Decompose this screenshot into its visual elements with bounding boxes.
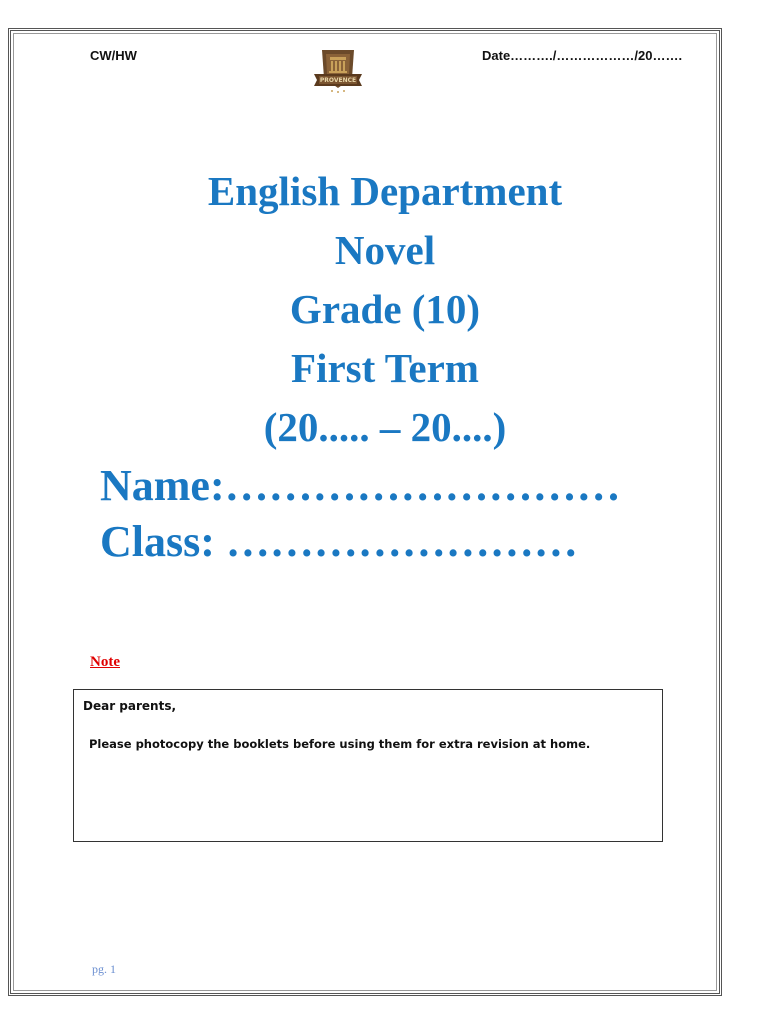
- title-grade: Grade (10): [289, 286, 481, 332]
- note-greeting: Dear parents,: [83, 699, 177, 713]
- cover-title: [0, 162, 768, 457]
- title-department: English Department: [207, 168, 563, 214]
- school-logo-icon: [312, 48, 364, 96]
- note-body: Please photocopy the booklets before using them for extra revision at home.: [89, 737, 591, 751]
- note-heading: Note: [90, 654, 120, 670]
- note-box: [73, 689, 663, 842]
- title-subject: Novel: [334, 227, 436, 273]
- page-number: pg. 1: [92, 962, 116, 976]
- date-field-label: Date………./………………/20…….: [482, 48, 683, 63]
- class-field: Class: ……………………: [100, 517, 578, 566]
- title-term: First Term: [291, 345, 479, 391]
- title-year: (20..... – 20....): [263, 404, 507, 450]
- logo-text: PROVENCE: [319, 77, 357, 84]
- name-field: Name:………………………: [100, 461, 621, 510]
- school-logo: [312, 48, 364, 96]
- cw-hw-label: CW/HW: [90, 48, 137, 63]
